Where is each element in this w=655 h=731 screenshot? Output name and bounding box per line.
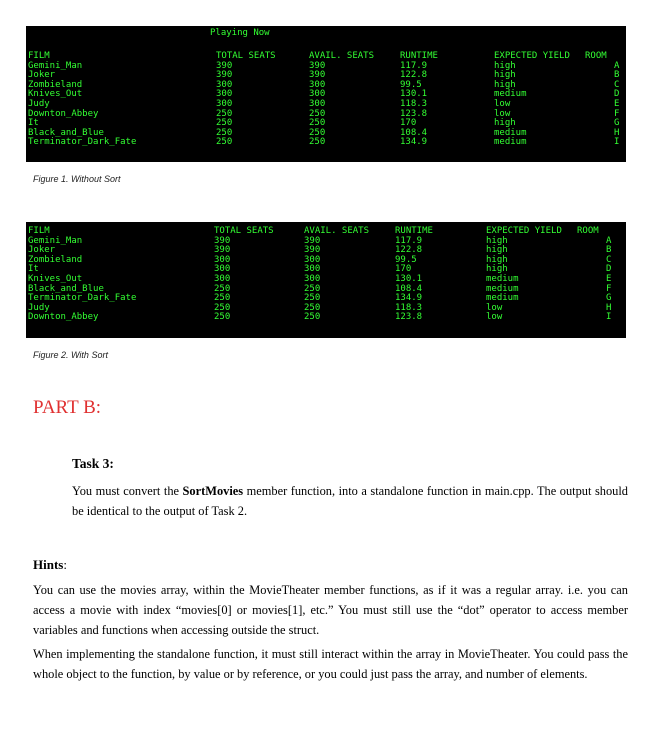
table-row: [26, 275, 626, 285]
cell-room: I: [614, 137, 620, 148]
header-runtime: RUNTIME: [400, 51, 438, 61]
cell-runtime: 117.9: [400, 60, 428, 71]
header-expected-yield: EXPECTED YIELD: [486, 226, 562, 236]
header-avail-seats: AVAIL. SEATS: [309, 51, 375, 61]
cell-runtime: 134.9: [400, 137, 428, 148]
header-total-seats: TOTAL SEATS: [216, 51, 276, 61]
cell-runtime: 99.5: [400, 79, 422, 90]
cell-total-seats: 250: [214, 302, 231, 313]
cell-expected-yield: high: [486, 245, 508, 256]
cell-expected-yield: low: [486, 302, 503, 313]
cell-film: Downton_Abbey: [28, 108, 99, 119]
figure1-caption: Figure 1. Without Sort: [33, 174, 121, 184]
cell-avail-seats: 300: [304, 273, 321, 284]
header-avail-seats: AVAIL. SEATS: [304, 226, 370, 236]
cell-total-seats: 250: [214, 293, 231, 304]
cell-total-seats: 300: [214, 254, 231, 265]
table-row: [26, 110, 626, 120]
cell-total-seats: 300: [214, 273, 231, 284]
cell-film: Judy: [28, 302, 50, 313]
hints-label: Hints: [33, 557, 64, 572]
cell-film: Downton_Abbey: [28, 312, 99, 323]
cell-film: Joker: [28, 70, 56, 81]
header-film: FILM: [28, 226, 50, 236]
cell-avail-seats: 390: [309, 70, 326, 81]
cell-runtime: 170: [400, 118, 417, 129]
cell-runtime: 108.4: [400, 127, 428, 138]
table-row: [26, 237, 626, 247]
cell-runtime: 123.8: [400, 108, 428, 119]
cell-room: D: [614, 89, 620, 100]
cell-film: Zombieland: [28, 254, 83, 265]
task-text-before: You must convert the: [72, 484, 183, 498]
cell-room: A: [606, 235, 612, 246]
playing-now-banner: Playing Now: [210, 28, 270, 38]
cell-room: I: [606, 312, 612, 323]
cell-expected-yield: medium: [494, 127, 527, 138]
cell-runtime: 130.1: [395, 273, 423, 284]
cell-avail-seats: 390: [309, 60, 326, 71]
figure2-caption: Figure 2. With Sort: [33, 350, 108, 360]
cell-runtime: 99.5: [395, 254, 417, 265]
cell-runtime: 118.3: [395, 302, 423, 313]
header-film: FILM: [28, 51, 50, 61]
cell-expected-yield: low: [494, 108, 511, 119]
cell-film: Black_and_Blue: [28, 127, 104, 138]
cell-expected-yield: low: [494, 98, 511, 109]
task-text-after: member function, into a standalone function in main.cpp. The output should be identical to the output of Task 2.: [72, 484, 628, 518]
cell-total-seats: 250: [216, 137, 233, 148]
cell-total-seats: 300: [216, 98, 233, 109]
cell-avail-seats: 300: [309, 98, 326, 109]
cell-avail-seats: 250: [304, 283, 321, 294]
cell-room: E: [606, 273, 612, 284]
cell-room: C: [606, 254, 612, 265]
cell-expected-yield: high: [486, 254, 508, 265]
cell-expected-yield: high: [494, 70, 516, 81]
table-row: [26, 246, 626, 256]
sortmovies-term: SortMovies: [182, 484, 244, 498]
cell-avail-seats: 390: [304, 235, 321, 246]
table-row: [26, 100, 626, 110]
cell-total-seats: 250: [216, 127, 233, 138]
figure1-header-row: [26, 52, 626, 62]
cell-runtime: 134.9: [395, 293, 423, 304]
figure2-header-row: [26, 227, 626, 237]
cell-total-seats: 250: [216, 118, 233, 129]
table-row: [26, 304, 626, 314]
task-3-title: Task 3:: [72, 456, 114, 471]
cell-avail-seats: 250: [304, 293, 321, 304]
cell-avail-seats: 250: [309, 118, 326, 129]
cell-expected-yield: medium: [486, 293, 519, 304]
hint-paragraph-2: When implementing the standalone function, it must still interact within the array in MovieTheater. You could pass the whole object to the function, by value or by reference, or you could just pass the array, and number of elements.: [33, 647, 628, 681]
cell-runtime: 130.1: [400, 89, 428, 100]
cell-avail-seats: 300: [304, 264, 321, 275]
cell-expected-yield: high: [494, 60, 516, 71]
task-3-description: [72, 481, 628, 521]
cell-room: A: [614, 60, 620, 71]
cell-avail-seats: 250: [304, 302, 321, 313]
cell-runtime: 123.8: [395, 312, 423, 323]
cell-room: C: [614, 79, 620, 90]
cell-runtime: 122.8: [395, 245, 423, 256]
part-b-title: PART B:: [33, 397, 102, 418]
cell-film: Knives_Out: [28, 273, 83, 284]
cell-room: H: [606, 302, 612, 313]
cell-room: G: [606, 293, 612, 304]
table-row: [26, 256, 626, 266]
cell-total-seats: 250: [216, 108, 233, 119]
table-row: [26, 313, 626, 323]
cell-expected-yield: high: [486, 264, 508, 275]
cell-total-seats: 300: [214, 264, 231, 275]
cell-runtime: 170: [395, 264, 412, 275]
cell-total-seats: 250: [214, 312, 231, 323]
cell-runtime: 117.9: [395, 235, 423, 246]
table-row: [26, 62, 626, 72]
cell-film: Black_and_Blue: [28, 283, 104, 294]
table-row: [26, 81, 626, 91]
header-runtime: RUNTIME: [395, 226, 433, 236]
table-row: [26, 294, 626, 304]
cell-avail-seats: 300: [304, 254, 321, 265]
hints-title: [33, 557, 67, 573]
figure1-terminal: [26, 26, 626, 162]
cell-runtime: 118.3: [400, 98, 428, 109]
cell-avail-seats: 300: [309, 89, 326, 100]
cell-expected-yield: high: [486, 235, 508, 246]
table-row: [26, 71, 626, 81]
cell-runtime: 108.4: [395, 283, 423, 294]
header-room: ROOM: [577, 226, 599, 236]
cell-expected-yield: high: [494, 118, 516, 129]
cell-avail-seats: 250: [309, 137, 326, 148]
cell-avail-seats: 250: [304, 312, 321, 323]
cell-room: D: [606, 264, 612, 275]
cell-total-seats: 390: [214, 235, 231, 246]
cell-total-seats: 300: [216, 89, 233, 100]
cell-film: Gemini_Man: [28, 60, 83, 71]
cell-expected-yield: medium: [486, 283, 519, 294]
cell-expected-yield: low: [486, 312, 503, 323]
cell-avail-seats: 300: [309, 79, 326, 90]
cell-room: G: [614, 118, 620, 129]
cell-expected-yield: high: [494, 79, 516, 90]
table-row: [26, 90, 626, 100]
table-row: [26, 265, 626, 275]
cell-film: Joker: [28, 245, 56, 256]
header-total-seats: TOTAL SEATS: [214, 226, 274, 236]
cell-film: It: [28, 118, 39, 129]
cell-avail-seats: 250: [309, 127, 326, 138]
cell-film: Terminator_Dark_Fate: [28, 293, 137, 304]
cell-expected-yield: medium: [494, 137, 527, 148]
cell-total-seats: 390: [216, 60, 233, 71]
cell-runtime: 122.8: [400, 70, 428, 81]
cell-total-seats: 300: [216, 79, 233, 90]
cell-expected-yield: medium: [486, 273, 519, 284]
cell-total-seats: 250: [214, 283, 231, 294]
cell-expected-yield: medium: [494, 89, 527, 100]
cell-room: E: [614, 98, 620, 109]
header-expected-yield: EXPECTED YIELD: [494, 51, 570, 61]
cell-film: Gemini_Man: [28, 235, 83, 246]
table-row: [26, 119, 626, 129]
cell-room: F: [606, 283, 612, 294]
cell-film: Judy: [28, 98, 50, 109]
cell-avail-seats: 250: [309, 108, 326, 119]
figure2-terminal: [26, 222, 626, 338]
cell-room: H: [614, 127, 620, 138]
cell-film: It: [28, 264, 39, 275]
cell-film: Zombieland: [28, 79, 83, 90]
cell-room: B: [606, 245, 612, 256]
cell-total-seats: 390: [216, 70, 233, 81]
cell-room: B: [614, 70, 620, 81]
hint-paragraph-1: You can use the movies array, within the MovieTheater member functions, as if it was a regular array. i.e. you can access a movie with index “movies[0] or movies[1], etc.” You must still use the “dot” operator to access member variables and functions when accessing outside the struct.: [33, 583, 628, 637]
cell-avail-seats: 390: [304, 245, 321, 256]
cell-room: F: [614, 108, 620, 119]
hints-colon: :: [63, 557, 67, 572]
table-row: [26, 138, 626, 148]
header-room: ROOM: [585, 51, 607, 61]
cell-film: Terminator_Dark_Fate: [28, 137, 137, 148]
cell-total-seats: 390: [214, 245, 231, 256]
cell-film: Knives_Out: [28, 89, 83, 100]
